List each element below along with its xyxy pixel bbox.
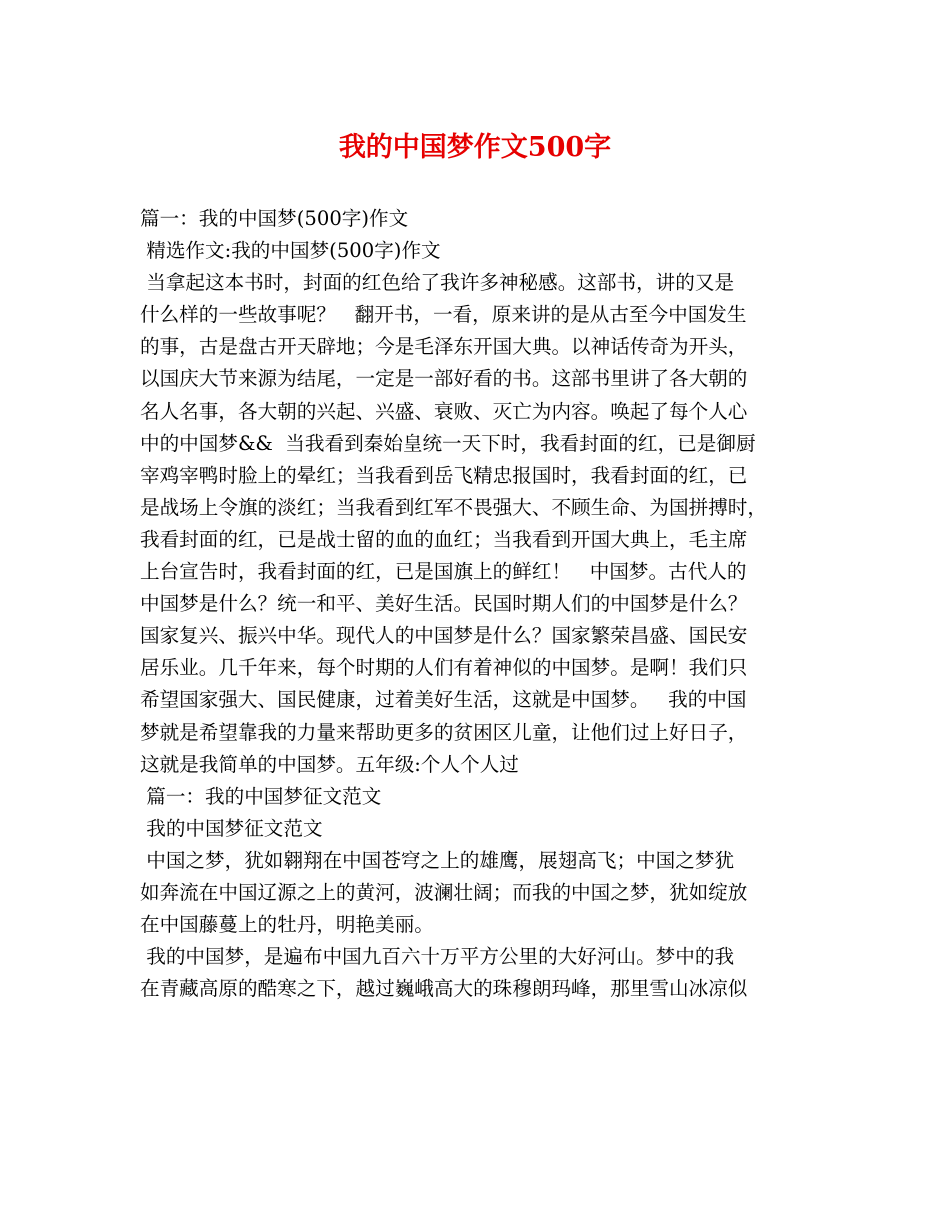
document-body xyxy=(140,203,820,1005)
text-line: 的事，古是盘古开天辟地；今是毛泽东开国大典。以神话传奇为开头， xyxy=(140,335,748,359)
text-line: 在中国藤蔓上的牡丹，明艳美丽。 xyxy=(140,913,434,937)
text-line: 希望国家强大、国民健康，过着美好生活，这就是中国梦。 我的中国 xyxy=(140,688,747,712)
text-line: 中国之梦，犹如翱翔在中国苍穹之上的雄鹰，展翅高飞；中国之梦犹 xyxy=(140,848,735,872)
text-line: 中的中国梦&& 当我看到秦始皇统一天下时，我看封面的红，已是御厨 xyxy=(140,431,756,455)
text-line: 中国梦是什么？统一和平、美好生活。民国时期人们的中国梦是什么？ xyxy=(140,592,748,616)
text-line: 名人名事，各大朝的兴起、兴盛、衰败、灭亡为内容。唤起了每个人心 xyxy=(140,399,748,423)
text-line: 在青藏高原的酷寒之下，越过巍峨高大的珠穆朗玛峰，那里雪山冰凉似 xyxy=(140,977,748,1001)
text-line: 篇一：我的中国梦征文范文 xyxy=(140,784,382,808)
text-line: 我的中国梦征文范文 xyxy=(140,816,323,840)
text-line: 国家复兴、振兴中华。现代人的中国梦是什么？国家繁荣昌盛、国民安 xyxy=(140,624,748,648)
text-line: 当拿起这本书时，封面的红色给了我许多神秘感。这部书，讲的又是 xyxy=(140,271,735,295)
text-line: 居乐业。几千年来，每个时期的人们有着神似的中国梦。是啊！我们只 xyxy=(140,656,748,680)
text-line: 宰鸡宰鸭时脸上的晕红；当我看到岳飞精忠报国时，我看封面的红，已 xyxy=(140,463,748,487)
text-line: 这就是我简单的中国梦。五年级:个人个人过 xyxy=(140,752,519,776)
text-line: 精选作文:我的中国梦(500字)作文 xyxy=(140,239,441,263)
text-line: 如奔流在中国辽源之上的黄河，波澜壮阔；而我的中国之梦，犹如绽放 xyxy=(140,880,748,904)
text-line: 上台宣告时，我看封面的红，已是国旗上的鲜红！ 中国梦。古代人的 xyxy=(140,560,747,584)
text-line: 我看封面的红，已是战士留的血的血红；当我看到开国大典上，毛主席 xyxy=(140,527,748,551)
text-line: 什么样的一些故事呢？ 翻开书，一看，原来讲的是从古至今中国发生 xyxy=(140,303,747,327)
document-title: 我的中国梦作文500字 xyxy=(338,132,612,163)
text-line: 梦就是希望靠我的力量来帮助更多的贫困区儿童，让他们过上好日子， xyxy=(140,720,748,744)
text-line: 篇一：我的中国梦(500字)作文 xyxy=(140,207,409,230)
text-line: 以国庆大节来源为结尾，一定是一部好看的书。这部书里讲了各大朝的 xyxy=(140,367,748,391)
text-line: 我的中国梦，是遍布中国九百六十万平方公里的大好河山。梦中的我 xyxy=(140,945,735,969)
text-line: 是战场上令旗的淡红；当我看到红军不畏强大、不顾生命、为国拼搏时， xyxy=(140,495,767,519)
